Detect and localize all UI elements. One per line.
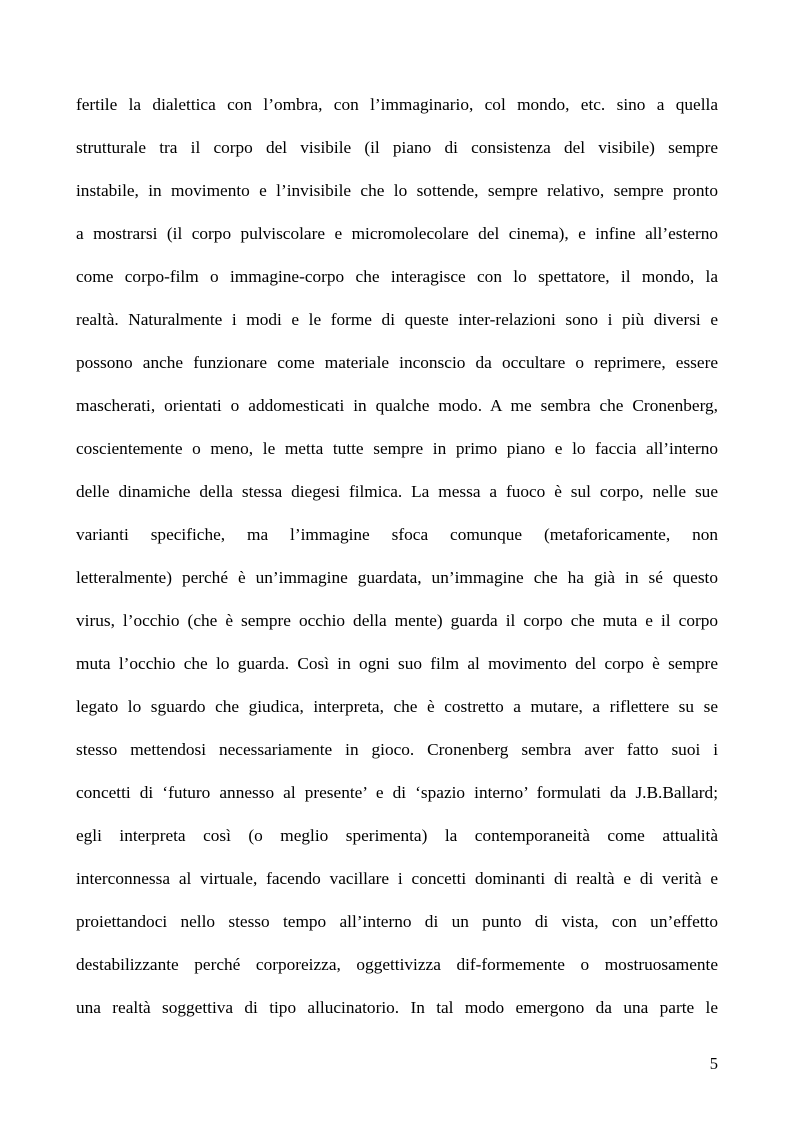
text-line: proiettandoci nello stesso tempo all’interno di un punto di vista, con un’effetto	[76, 912, 718, 931]
text-line: mascherati, orientati o addomesticati in qualche modo. A me sembra che Cronenberg,	[76, 396, 718, 415]
text-line: egli interpreta così (o meglio sperimenta) la contemporaneità come attualità	[76, 826, 718, 845]
text-line: fertile la dialettica con l’ombra, con l’immaginario, col mondo, etc. sino a quella	[76, 95, 718, 114]
text-line: coscientemente o meno, le metta tutte sempre in primo piano e lo faccia all’interno	[76, 439, 718, 458]
body-paragraph	[76, 92, 718, 1038]
text-line: stesso mettendosi necessariamente in gioco. Cronenberg sembra aver fatto suoi i	[76, 740, 718, 759]
page-number: 5	[709, 1054, 718, 1073]
text-line: instabile, in movimento e l’invisibile che lo sottende, sempre relativo, sempre pronto	[76, 181, 718, 200]
text-line: destabilizzante perché corporeizza, oggettivizza dif-formemente o mostruosamente	[76, 955, 718, 974]
text-line: possono anche funzionare come materiale inconscio da occultare o reprimere, essere	[76, 353, 718, 372]
text-line: legato lo sguardo che giudica, interpreta, che è costretto a mutare, a riflettere su se	[76, 697, 718, 716]
text-line: realtà. Naturalmente i modi e le forme di queste inter-relazioni sono i più diversi e	[76, 310, 718, 329]
text-line: muta l’occhio che lo guarda. Così in ogni suo film al movimento del corpo è sempre	[76, 654, 718, 673]
text-line: a mostrarsi (il corpo pulviscolare e micromolecolare del cinema), e infine all’esterno	[76, 224, 718, 243]
text-line: virus, l’occhio (che è sempre occhio della mente) guarda il corpo che muta e il corpo	[76, 611, 718, 630]
text-line: strutturale tra il corpo del visibile (il piano di consistenza del visibile) sempre	[76, 138, 718, 157]
text-line: una realtà soggettiva di tipo allucinatorio. In tal modo emergono da una parte le	[76, 998, 718, 1017]
text-line: letteralmente) perché è un’immagine guardata, un’immagine che ha già in sé questo	[76, 568, 718, 587]
text-line: interconnessa al virtuale, facendo vacillare i concetti dominanti di realtà e di verità e	[76, 869, 718, 888]
text-line: delle dinamiche della stessa diegesi filmica. La messa a fuoco è sul corpo, nelle sue	[76, 482, 718, 501]
text-line: concetti di ‘futuro annesso al presente’ e di ‘spazio interno’ formulati da J.B.Ballard;	[76, 783, 718, 802]
text-line: varianti specifiche, ma l’immagine sfoca comunque (metaforicamente, non	[76, 525, 718, 544]
text-line: come corpo-film o immagine-corpo che interagisce con lo spettatore, il mondo, la	[76, 267, 718, 286]
